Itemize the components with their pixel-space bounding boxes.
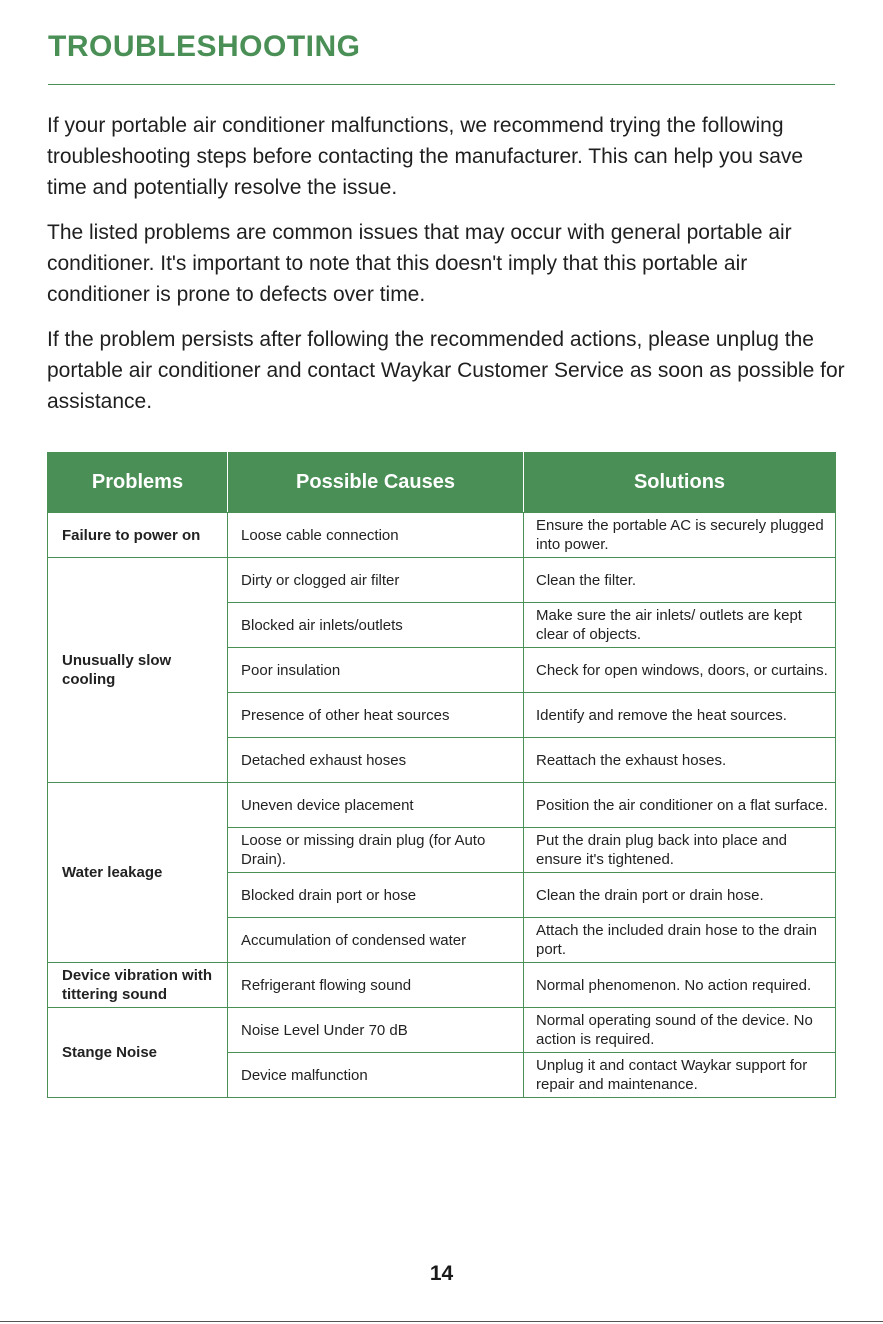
header-possible-causes: Possible Causes bbox=[228, 453, 524, 513]
cause-cell: Loose cable connection bbox=[228, 513, 524, 558]
solution-cell: Put the drain plug back into place and ensure it's tightened. bbox=[524, 828, 836, 873]
solution-cell: Position the air conditioner on a flat surface. bbox=[524, 783, 836, 828]
table-row bbox=[48, 513, 836, 558]
page-number: 14 bbox=[429, 1262, 454, 1285]
problem-cell: Unusually slow cooling bbox=[48, 558, 228, 783]
solution-cell: Make sure the air inlets/ outlets are kept clear of objects. bbox=[524, 603, 836, 648]
troubleshooting-table bbox=[47, 452, 836, 1098]
header-problems: Problems bbox=[48, 453, 228, 513]
solution-cell: Normal operating sound of the device. No action is required. bbox=[524, 1008, 836, 1053]
problem-cell: Water leakage bbox=[48, 783, 228, 963]
intro-paragraph: If your portable air conditioner malfunctions, we recommend trying the following troubleshooting steps before contacting the manufacturer. This can help you save time and potentially resolve the issue. bbox=[47, 114, 804, 199]
intro-paragraph: If the problem persists after following the recommended actions, please unplug the portable air conditioner and contact Waykar Customer Service as soon as possible for assistance. bbox=[47, 328, 845, 413]
solution-cell: Identify and remove the heat sources. bbox=[524, 693, 836, 738]
solution-cell: Normal phenomenon. No action required. bbox=[524, 963, 836, 1008]
problem-cell: Device vibration with tittering sound bbox=[48, 963, 228, 1008]
intro-paragraph: The listed problems are common issues that may occur with general portable air conditioner. It's important to note that this doesn't imply that this portable air conditioner is prone to defects over time. bbox=[47, 221, 792, 306]
solution-cell: Check for open windows, doors, or curtains. bbox=[524, 648, 836, 693]
cause-cell: Uneven device placement bbox=[228, 783, 524, 828]
table-row bbox=[48, 963, 836, 1008]
page-title: TROUBLESHOOTING bbox=[48, 30, 361, 63]
solution-cell: Attach the included drain hose to the drain port. bbox=[524, 918, 836, 963]
cause-cell: Refrigerant flowing sound bbox=[228, 963, 524, 1008]
cause-cell: Device malfunction bbox=[228, 1053, 524, 1098]
cause-cell: Detached exhaust hoses bbox=[228, 738, 524, 783]
table-header-row bbox=[48, 453, 836, 513]
table-row bbox=[48, 1008, 836, 1053]
solution-cell: Clean the drain port or drain hose. bbox=[524, 873, 836, 918]
cause-cell: Noise Level Under 70 dB bbox=[228, 1008, 524, 1053]
problem-cell: Stange Noise bbox=[48, 1008, 228, 1098]
cause-cell: Accumulation of condensed water bbox=[228, 918, 524, 963]
cause-cell: Blocked drain port or hose bbox=[228, 873, 524, 918]
cause-cell: Poor insulation bbox=[228, 648, 524, 693]
cause-cell: Loose or missing drain plug (for Auto Drain). bbox=[228, 828, 524, 873]
solution-cell: Reattach the exhaust hoses. bbox=[524, 738, 836, 783]
solution-cell: Clean the filter. bbox=[524, 558, 836, 603]
problem-cell: Failure to power on bbox=[48, 513, 228, 558]
table-row bbox=[48, 558, 836, 603]
title-divider bbox=[48, 84, 835, 85]
cause-cell: Presence of other heat sources bbox=[228, 693, 524, 738]
table-row bbox=[48, 783, 836, 828]
intro-text bbox=[47, 110, 847, 431]
header-solutions: Solutions bbox=[524, 453, 836, 513]
cause-cell: Blocked air inlets/outlets bbox=[228, 603, 524, 648]
solution-cell: Ensure the portable AC is securely plugged into power. bbox=[524, 513, 836, 558]
cause-cell: Dirty or clogged air filter bbox=[228, 558, 524, 603]
solution-cell: Unplug it and contact Waykar support for repair and maintenance. bbox=[524, 1053, 836, 1098]
footer-divider bbox=[0, 1321, 883, 1322]
